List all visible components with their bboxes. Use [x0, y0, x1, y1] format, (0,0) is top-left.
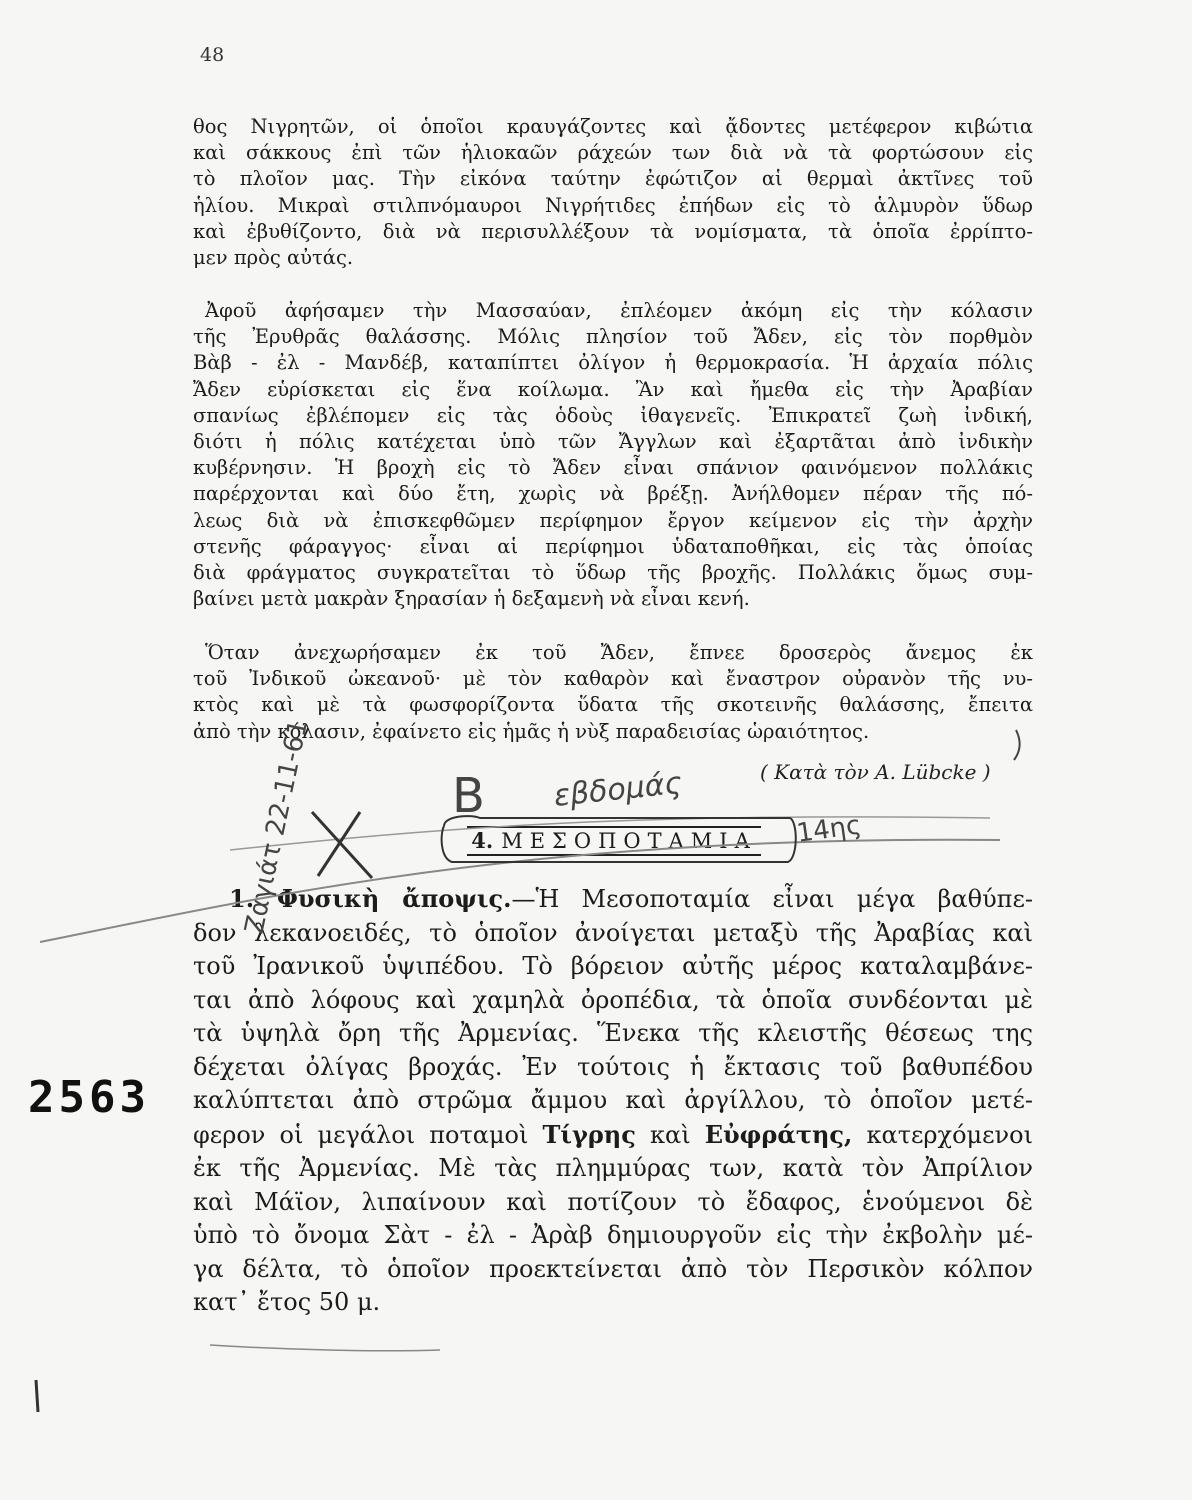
- text-part: ἐκ τῆς Ἀρμενίας. Μὲ τὰς πλημμύρας των, κατὰ τὸν Ἀπρίλιον: [193, 1154, 1033, 1182]
- pencil-tick-bottom: [36, 1380, 38, 1412]
- text-line: τὸ πλοῖον μας. Τὴν εἰκόνα ταύτην ἐφώτιζον αἱ θερμαὶ ἀκτῖνες τοῦ: [193, 167, 1033, 191]
- text-line: θος Νιγρητῶν, οἱ ὁποῖοι κραυγάζοντες καὶ ᾄδοντες μετέφερον κιβώτια: [193, 115, 1033, 138]
- text-line: τοῦ Ἰνδικοῦ ὠκεανοῦ· μὲ τὸν καθαρὸν καὶ ἔναστρον οὐρανὸν τῆς νυ-: [193, 667, 1033, 691]
- attribution: ( Κατὰ τὸν Α. Lübcke ): [760, 760, 991, 784]
- text-line: διὰ φράγματος συγκρατεῖται τὸ ὕδωρ τῆς βροχῆς. Πολλάκις ὅμως συμ-: [193, 561, 1033, 585]
- text-line: Ἀφοῦ ἀφήσαμεν τὴν Μασσαύαν, ἐπλέομεν ἀκόμη εἰς τὴν κόλασιν: [205, 299, 1033, 322]
- text-part: Τίγρης: [542, 1119, 636, 1149]
- text-part: καὶ: [635, 1120, 705, 1149]
- text-line: παρέρχονται καὶ δύο ἔτη, χωρὶς νὰ βρέξῃ. Ἀνήλθομεν πέραν τῆς πό-: [193, 482, 1033, 506]
- handwritten-letter-b: B: [452, 768, 485, 824]
- text-line: καὶ ἐβυθίζοντο, διὰ νὰ περισυλλέξουν τὰ νομίσματα, τὰ ὁποῖα ἐρρίπτο-: [193, 219, 1033, 243]
- text-line: στενῆς φάραγγος· εἶναι αἱ περίφημοι ὑδαταποθῆκαι, εἰς τὰς ὁποίας: [193, 534, 1033, 558]
- section-number: 4.: [471, 828, 494, 853]
- text-line: ἀπὸ τὴν κόλασιν, ἐφαίνετο εἰς ἡμᾶς ἡ νὺξ παραδεισίας ὡραιότητος.: [193, 719, 870, 743]
- handwritten-word: εβδομάς: [552, 765, 684, 814]
- text-part: καὶ Μάϊον, λιπαίνουν καὶ ποτίζουν τὸ ἔδαφος, ἑνούμενοι δὲ: [193, 1187, 1033, 1216]
- text-part: φερον οἱ μεγάλοι ποταμοὶ: [193, 1120, 543, 1149]
- page-number: 48: [200, 44, 225, 66]
- text-part: δέχεται ὀλίγας βροχάς. Ἐν τούτοις ἡ ἔκτασις τοῦ βαθυπέδου: [193, 1052, 1033, 1081]
- text-part: τοῦ Ἰρανικοῦ ὑψιπέδου. Τὸ βόρειον αὐτῆς μέρος καταλαμβάνε-: [193, 952, 1033, 980]
- text-part: καλύπτεται ἀπὸ στρῶμα ἄμμου καὶ ἀργίλλου, τὸ ὁποῖον μετέ-: [193, 1086, 1033, 1114]
- margin-note: Ζαγιάτ 22-11-61: [239, 716, 315, 937]
- handwritten-cross: [312, 812, 372, 878]
- text-line: καὶ σάκκους ἐπὶ τῶν ἡλιοκαῶν ράχεών των διὰ νὰ τὰ φορτώσουν εἰς: [193, 141, 1033, 165]
- text-part: γα δέλτα, τὸ ὁποῖον προεκτείνεται ἀπὸ τὸν Περσικὸν κόλπον: [193, 1254, 1033, 1283]
- text-line: κυβέρνησιν. Ἡ βροχὴ εἰς τὸ Ἄδεν εἶναι σπάνιον φαινόμενον πολλάκις: [193, 456, 1033, 480]
- text-line: τῆς Ἐρυθρᾶς θαλάσσης. Μόλις πλησίον τοῦ Ἄδεν, εἰς τὸν πορθμὸν: [193, 325, 1033, 349]
- text-line: λεως διὰ νὰ ἐπισκεφθῶμεν περίφημον ἔργον κείμενον εἰς τὴν ἀρχὴν: [193, 508, 1033, 532]
- text-line: σπανίως ἐβλέπομεν εἰς τὰς ὁδοὺς ἰθαγενεῖς. Ἐπικρατεῖ ζωὴ ἰνδική,: [193, 403, 1033, 427]
- text-line: Ἄδεν εὑρίσκεται εἰς ἕνα κοίλωμα. Ἂν καὶ ἤμεθα εἰς τὴν Ἀραβίαν: [193, 377, 1033, 401]
- text-part: τὰ ὑψηλὰ ὄρη τῆς Ἀρμενίας. Ἕνεκα τῆς κλειστῆς θέσεως της: [193, 1019, 1033, 1047]
- text-part: Ἡ Μεσοποταμία εἶναι μέγα βαθύπε-: [535, 885, 1033, 913]
- text-part: κατερχόμενοι: [852, 1120, 1034, 1149]
- text-part: ὑπὸ τὸ ὄνομα Σὰτ - ἐλ - Ἀρὰβ δημιουργοῦν εἰς τὴν ἐκβολὴν μέ-: [193, 1221, 1033, 1249]
- text-line: μεν πρὸς αὐτάς.: [193, 246, 354, 270]
- section-lead: 1. Φυσικὴ ἄποψις.: [229, 884, 512, 913]
- pencil-stroke-long: [40, 840, 1000, 942]
- text-line: διότι ἡ πόλις κατέχεται ὑπὸ τῶν Ἄγγλων καὶ ἐξαρτᾶται ἀπὸ ἰνδικὴν: [193, 430, 1033, 454]
- text-part: δον λεκανοειδές, τὸ ὁποῖον ἀνοίγεται μεταξὺ τῆς Ἀραβίας καὶ: [193, 918, 1033, 947]
- pencil-underline: [210, 1345, 440, 1351]
- archive-stamp-number: 2563: [28, 1072, 150, 1123]
- text-line: κτὸς καὶ μὲ τὰ φωσφορίζοντα ὕδατα τῆς σκοτεινῆς θαλάσσης, ἔπειτα: [193, 693, 1033, 717]
- text-line: Ὅταν ἀνεχωρήσαμεν ἐκ τοῦ Ἄδεν, ἔπνεε δροσερὸς ἄνεμος ἐκ: [205, 641, 1033, 664]
- text-part: κατ᾽ ἔτος 50 μ.: [193, 1288, 381, 1316]
- pencil-tick-right: [1014, 730, 1020, 760]
- text-line: Βὰβ - ἐλ - Μανδέβ, καταπίπτει ὀλίγον ἡ θερμοκρασία. Ἡ ἀρχαία πόλις: [193, 351, 1033, 375]
- text-line: ἡλίου. Μικραὶ στιλπνόμαυροι Νιγρήτιδες ἐπήδων εἰς τὸ ἁλμυρὸν ὕδωρ: [193, 193, 1033, 217]
- section-title: ΜΕΣΟΠΟΤΑΜΙΑ: [501, 829, 757, 853]
- handwritten-grade: 14ης: [794, 810, 864, 849]
- text-part: Εὐφράτης,: [704, 1119, 853, 1149]
- heading-circle: [442, 816, 796, 862]
- text-line: βαίνει μετὰ μακρὰν ξηρασίαν ἡ δεξαμενὴ νὰ εἶναι κενή.: [193, 587, 750, 611]
- section-dash: —: [511, 885, 536, 913]
- text-part: ται ἀπὸ λόφους καὶ χαμηλὰ ὀροπέδια, τὰ ὁποῖα συνδέονται μὲ: [193, 985, 1033, 1014]
